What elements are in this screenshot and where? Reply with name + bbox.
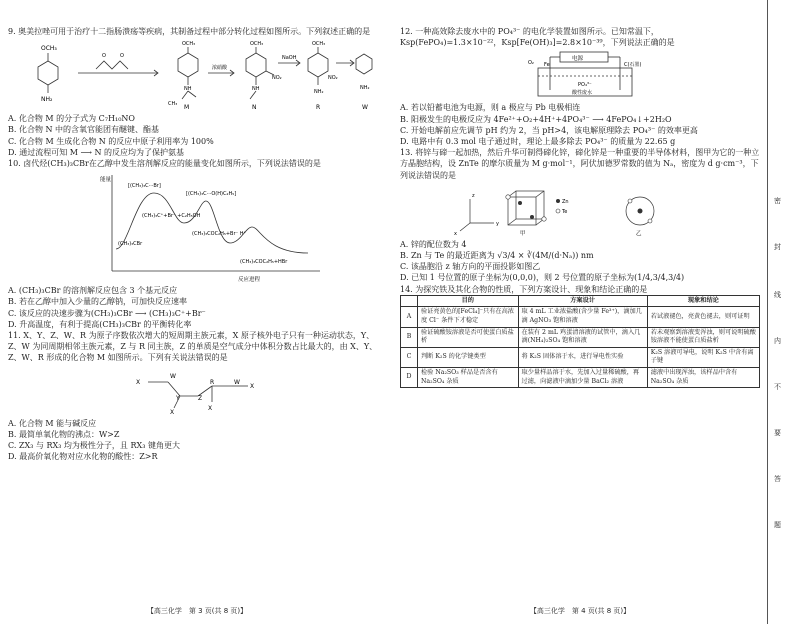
table-cell: 取少量样品溶于水，先加入过量稀硫酸，再过滤，向滤液中滴加少量 BaCl₂ 溶液: [518, 368, 647, 388]
question-9-option-d: D. 通过流程可知 M ⟶ N 的反应均为了保护氨基: [8, 147, 185, 157]
seal-char: 题: [774, 521, 781, 529]
seal-char: 线: [774, 291, 781, 299]
legend-te-marker: [556, 209, 560, 213]
table-cell: C: [401, 347, 418, 367]
arrow-4: [336, 60, 354, 66]
question-11-option-c: C. ZX₃ 与 RX₃ 均为极性分子，且 RX₃ 键角更大: [8, 441, 180, 451]
seal-char: 密: [774, 197, 781, 205]
question-13-option-c: C. 该晶胞沿 z 轴方向的平面投影如图乙: [400, 262, 541, 272]
label-r: R: [316, 104, 321, 112]
question-9-option-c: C. 化合物 M 生成化合物 N 的反应中原子利用率为 100%: [8, 136, 214, 146]
table-cell: 若试液褪色，亮黄色褪去，则可证明: [647, 307, 759, 327]
zn-atom-2: [530, 215, 534, 219]
power-label: 电源: [572, 56, 584, 63]
och3-label-n: OCH₃: [250, 41, 264, 48]
och3-label-m: OCH₃: [182, 41, 196, 48]
electrolysis-device: [400, 50, 760, 100]
legend-zn: Zn: [562, 198, 569, 205]
reactant-label: (CH₃)₃CBr: [118, 241, 143, 248]
label-w: W: [362, 104, 368, 112]
table-cell: A: [401, 307, 418, 327]
seal-char: 要: [774, 429, 781, 437]
crystal-figures: [400, 183, 760, 237]
table-cell: 在装有 2 mL 鸡蛋清溶液的试管中，滴入几滴(NH₄)₂SO₄ 饱和溶液: [518, 327, 647, 347]
molecule-w: [356, 54, 372, 74]
table-cell: K₂S 溶液可导电，说明 K₂S 中含有离子键: [647, 347, 759, 367]
int1-label: (CH₃)₃C⁺+Br⁻ +C₂H₅OH: [142, 213, 201, 220]
molecule-n: [246, 47, 274, 99]
question-10-option-c: C. 该反应的决速步骤为(CH₃)₃CBr ⟶ (CH₃)₃C⁺+Br⁻: [8, 308, 206, 318]
te-atom-2: [542, 217, 546, 221]
question-9-option-a: A. 化合物 M 的分子式为 C₇H₁₀NO: [8, 114, 135, 124]
reagent-naoh: NaOH: [282, 55, 297, 62]
product-label: (CH₃)₃COC₂H₅+HBr: [240, 259, 288, 266]
question-13-option-b: B. Zn 与 Te 的最近距离为 √3/4 × ∛(4M/(d·Nₐ)) nm: [400, 251, 594, 261]
seal-char: 不: [774, 383, 781, 391]
nh-label-n: NH: [252, 86, 260, 93]
zn-atom-1: [518, 201, 522, 205]
table-header: 方案设计: [518, 295, 647, 307]
int2-label: (CH₃)₃COC₂H₅+Br⁻ H⁺: [192, 231, 247, 238]
atom-w-1: W: [170, 372, 176, 380]
question-13-option-d: D. 已知 1 号位置的原子坐标为(0,0,0)，则 2 号位置的原子坐标为(1/4,3/4,3/4): [400, 273, 685, 283]
table-cell: B: [401, 327, 418, 347]
seal-char: 答: [774, 475, 781, 483]
question-13-option-a: A. 锌的配位数为 4: [400, 239, 467, 249]
legend-zn-marker: [556, 199, 560, 203]
page-footer-4: 【高三化学 第 4 页(共 8 页)】: [529, 607, 631, 615]
question-10-option-d: D. 升高温度，有利于提高(CH₃)₃CBr 的平衡转化率: [8, 319, 192, 329]
atom-w-2: W: [234, 378, 240, 386]
table-cell: 若未观察到溶液变浑浊，则可说明硫酸铵溶液不能使蛋白质盐析: [647, 327, 759, 347]
table-row: [401, 327, 760, 347]
question-9-stem: 9. 奥美拉唑可用于治疗十二指肠溃疡等疾病，其制备过程中部分转化过程如图所示。下列叙述正确的是: [8, 27, 371, 36]
atom-y: Y: [176, 394, 180, 402]
o2-label: O₂: [528, 60, 534, 67]
energy-diagram: [8, 171, 386, 283]
right-page: [400, 26, 760, 615]
och3-label: OCH₃: [41, 45, 57, 53]
table-row: [401, 307, 760, 327]
question-14-stem: 14. 为探究铁及其化合物的性质，下列方案设计、现象和结论正确的是: [400, 284, 648, 294]
table-header: 目的: [418, 295, 519, 307]
ts1-label: [(CH₃)₃C···Br]: [128, 183, 161, 190]
atom-z: Z: [198, 394, 203, 402]
table-cell: 验证亮黄色的[FeCl₄]⁻只有在高浓度 Cl⁻ 条件下才稳定: [418, 307, 519, 327]
question-10-stem: 10. 卤代烃(CH₃)₃CBr在乙醇中发生溶剂解反应的能量变化如图所示，下列说法错误的是: [8, 159, 321, 169]
y-axis-label: 能量: [100, 177, 112, 184]
question-9-scheme: [8, 39, 386, 111]
seal-line-strip: [767, 0, 790, 624]
o-label-2: O: [120, 53, 124, 60]
page-footer-3: 【高三化学 第 3 页(共 8 页)】: [146, 607, 248, 615]
atom-x-4: X: [170, 408, 175, 416]
atom-x-1: X: [136, 378, 141, 386]
nh2-label-r: NH₂: [314, 89, 324, 96]
question-11-option-a: A. 化合物 M 能与碱反应: [8, 418, 97, 428]
z-axis-label: z: [472, 192, 475, 199]
solution-label: 酸性废水: [572, 90, 593, 97]
table-cell: 滤液中出现浑浊，该样品中含有 Na₂SO₄ 杂质: [647, 368, 759, 388]
atom-r: R: [210, 378, 215, 386]
o-label-1: O: [102, 53, 106, 60]
atom-x-2: X: [250, 382, 255, 390]
table-header: [401, 295, 418, 307]
compound-m-structure: [8, 366, 386, 416]
nh2-label: NH₂: [41, 96, 53, 104]
question-12-stem: 12. 一种高效除去废水中的 PO₄³⁻ 的电化学装置如图所示。已知常温下，Ksp(FePO₄)=1.3×10⁻²²，Ksp[Fe(OH)₃]=2.8×10⁻³⁹，下列说法正确的是: [400, 27, 675, 48]
question-10-option-a: A. (CH₃)₃CBr 的溶剂解反应包含 3 个基元反应: [8, 286, 178, 296]
question-11-option-b: B. 最简单氧化物的沸点：W>Z: [8, 429, 120, 439]
question-13-stem: 13. 将锌与碲一起加热，然后升华可制得碲化锌，碲化锌是一种重要的半导体材料，图甲为它的一种立方晶胞结构，设 ZnTe 的摩尔质量为 M g·mol⁻¹，阿伏加德罗常数的值为 Nₐ，密度为 d g·cm⁻³，下列说法错误的是: [400, 148, 760, 180]
table-cell: 取 4 mL 工业浓盐酸(含少量 Fe³⁺)，滴加几滴 AgNO₃ 饱和溶液: [518, 307, 647, 327]
fe-label: Fe: [544, 62, 550, 69]
nh2-label-w: NH₂: [360, 85, 370, 92]
projection-atom-1: [628, 199, 632, 203]
label-n: N: [252, 104, 257, 112]
table-header-row: [401, 295, 760, 307]
table-header: 现象和结论: [647, 295, 759, 307]
figure-jia-label: 甲: [520, 230, 526, 237]
x-axis-label: x: [454, 230, 457, 237]
table-cell: 判断 K₂S 的化学键类型: [418, 347, 519, 367]
projection-center: [638, 208, 643, 213]
question-11-stem: 11. X、Y、Z、W、R 为原子序数依次增大的短周期主族元素，X 原子核外电子只有一种运动状态，Y、Z、W 为同周期相邻主族元素，Z 与 R 同主族，Z 的单质是空气成分中体积分数占比最大的，由 X、Y、Z、W、R 形成的化合物 M 如图所示。下列有关说法错误的是: [8, 331, 378, 363]
table-cell: 验证硫酸铵溶液是否可使蛋白质盐析: [418, 327, 519, 347]
no2-label-n: NO₂: [272, 75, 282, 82]
nh-label-m: NH: [184, 86, 192, 93]
seal-char: 封: [774, 243, 781, 251]
table-cell: 将 K₂S 固体溶于水，进行导电性实验: [518, 347, 647, 367]
te-atom-1: [506, 195, 510, 199]
question-12-option-c: C. 开始电解前应先调节 pH 约为 2，当 pH>4，该电解原理除去 PO₄³⁻ 的效率更高: [400, 125, 698, 135]
question-12-option-a: A. 若以铅蓄电池为电源，则 a 极应与 Pb 电极相连: [400, 103, 581, 113]
och3-label-r: OCH₃: [312, 41, 326, 48]
question-11-option-d: D. 最高价氧化物对应水化物的酸性：Z>R: [8, 452, 158, 462]
seal-char: 内: [774, 337, 781, 345]
y-axis-label: y: [496, 220, 499, 227]
question-10-option-b: B. 若在乙醇中加入少量的乙醇钠，可加快反应速率: [8, 297, 187, 307]
label-m: M: [184, 104, 190, 112]
ch3-label-m: CH₃: [168, 101, 178, 108]
x-axis-label: 反应进程: [238, 277, 261, 284]
ts2-label: [(CH₃)₃C···O(H)C₂H₅]: [186, 191, 237, 198]
reagent-conc: 浓硝酸: [212, 65, 228, 72]
molecule-start: [38, 53, 58, 93]
no2-label-r: NO₂: [328, 75, 338, 82]
figure-yi-label: 乙: [636, 230, 642, 237]
table-row: [401, 347, 760, 367]
molecule-r: [308, 47, 328, 85]
c-label: C(石墨): [624, 62, 642, 69]
table-cell: D: [401, 368, 418, 388]
projection-atom-2: [648, 219, 652, 223]
energy-curve: [116, 193, 308, 253]
question-12-option-d: D. 电路中有 0.3 mol 电子通过时，理论上最多除去 PO₄³⁻ 的质量为 22.65 g: [400, 137, 676, 147]
legend-te: Te: [562, 208, 568, 215]
question-12-option-b: B. 阳极发生的电极反应为 4Fe²⁺+O₂+4H⁺+4PO₄³⁻ ⟶ 4FePO₄↓+2H₂O: [400, 114, 672, 124]
arrow-1: [78, 61, 158, 76]
table-row: [401, 368, 760, 388]
po4-label: PO₄³⁻: [578, 82, 592, 89]
table-cell: 检验 Na₂SO₃ 样品是否含有 Na₂SO₄ 杂质: [418, 368, 519, 388]
left-page: [8, 26, 386, 615]
atom-x-3: X: [208, 404, 213, 412]
experiment-table: [400, 295, 760, 388]
question-9-option-b: B. 化合物 N 中的含氧官能团有醚键、酯基: [8, 125, 160, 135]
